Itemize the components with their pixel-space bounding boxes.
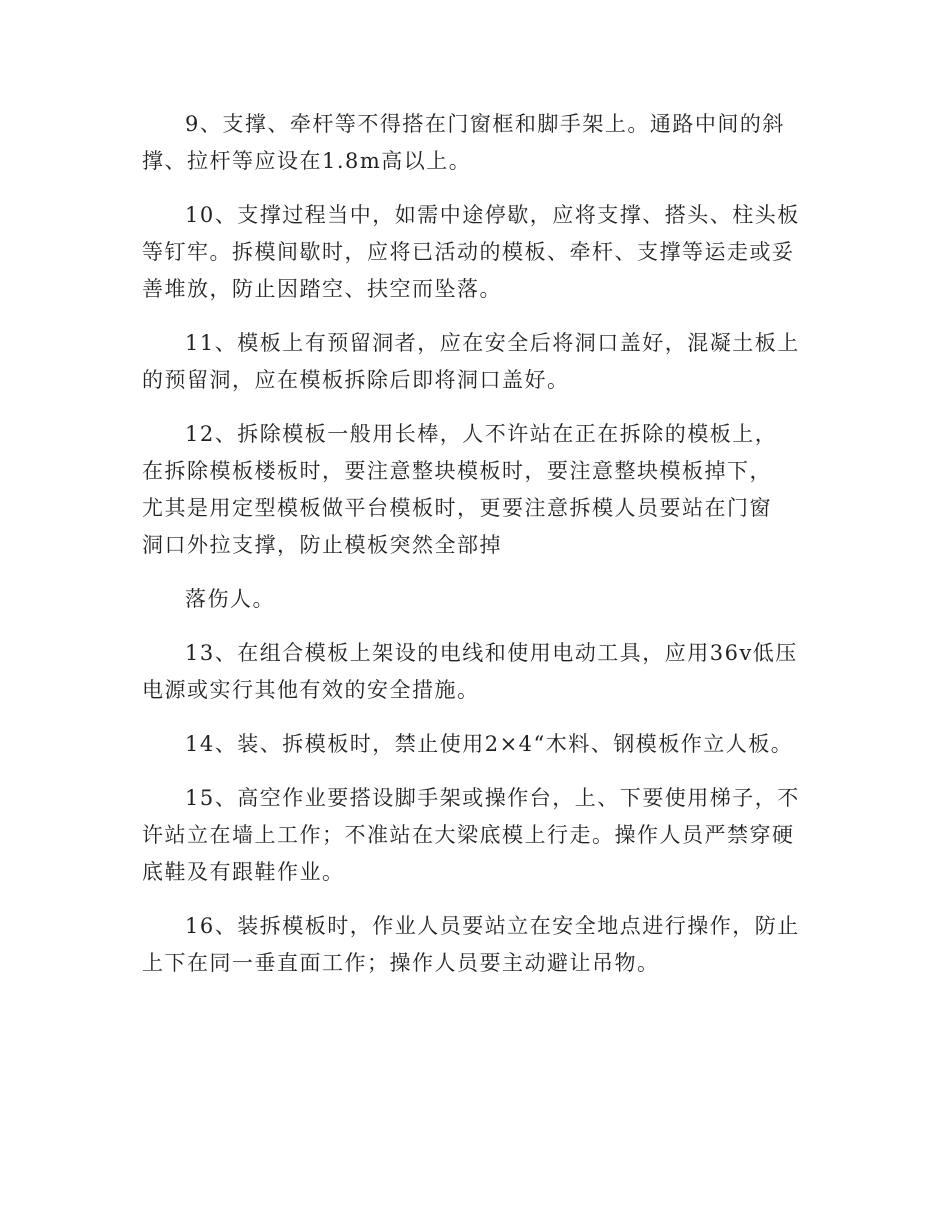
paragraph-11: 11、模板上有预留洞者，应在安全后将洞口盖好，混凝土板上的预留洞，应在模板拆除后即将洞口盖好。 bbox=[142, 331, 800, 392]
paragraph-13: 13、在组合模板上架设的电线和使用电动工具，应用36v低压电源或实行其他有效的安全措施。 bbox=[142, 641, 798, 702]
paragraph-12-continuation: 落伤人。 bbox=[185, 587, 275, 611]
paragraph-16: 16、装拆模板时，作业人员要站立在安全地点进行操作，防止上下在同一垂直面工作；操作人员要主动避让吊物。 bbox=[142, 914, 800, 975]
paragraph-15: 15、高空作业要搭设脚手架或操作台，上、下要使用梯子，不许站立在墙上工作；不准站在大梁底模上行走。操作人员严禁穿硬底鞋及有跟鞋作业。 bbox=[142, 786, 800, 884]
paragraph-14: 14、装、拆模板时，禁止使用2×4“木料、钢模板作立人板。 bbox=[185, 732, 794, 756]
paragraph-10: 10、支撑过程当中，如需中途停歇，应将支撑、搭头、柱头板等钉牢。拆模间歇时，应将已活动的模板、牵杆、支撑等运走或妥善堆放，防止因踏空、扶空而坠落。 bbox=[142, 203, 800, 301]
paragraph-9: 9、支撑、牵杆等不得搭在门窗框和脚手架上。通路中间的斜撑、拉杆等应设在1.8m高以上。 bbox=[142, 112, 785, 173]
document-body bbox=[142, 106, 802, 999]
paragraph-12: 12、拆除模板一般用长棒，人不许站在正在拆除的模板上，在拆除模板楼板时，要注意整块模板时，要注意整块模板掉下，尤其是用定型模板做平台模板时，更要注意拆模人员要站在门窗洞口外拉支撑，防止模板突然全部掉 bbox=[142, 422, 778, 557]
